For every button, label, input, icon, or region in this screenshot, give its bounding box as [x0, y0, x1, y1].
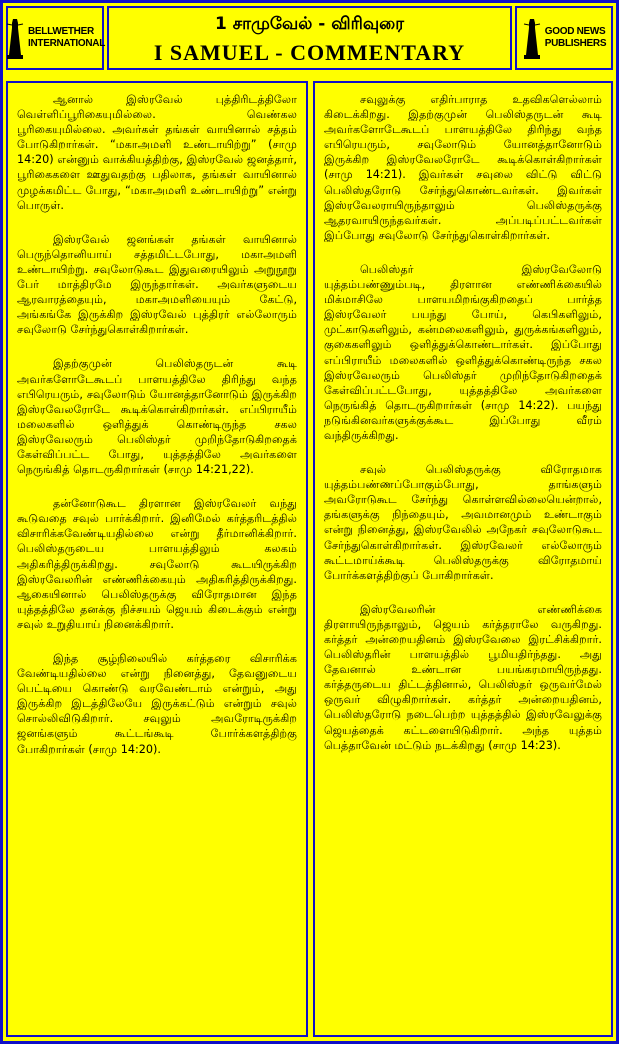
- lighthouse-icon: [5, 15, 25, 61]
- header: [3, 3, 616, 75]
- paragraph: பெலிஸ்தர் இஸ்ரவேலோடு யுத்தம்பண்ணும்படி, திரளான எண்ணிக்கையில் மிக்மாசிலே பாளயமிறங்குகிறதைப் பார்த்த இஸ்ரவேலர் பயந்து போய், கெபிகளிலும், முட்காடுகளிலும், கன்மலைகளிலும், துருக்கங்களிலும், குகைகளிலும் ஒளித்துக்கொண்டார்கள். இப்போது எப்பிராயீம் மலைகளில் ஒளித்துக்கொண்டிருந்த சகல இஸ்ரவேலரும் பெலிஸ்தர் முறிந்தோடுகிறதைக் கேள்விப்பட்டபோது, யுத்தத்திலே அவர்களை நெருங்கித் தொடருகிறார்கள் (சாமு 14:22). பயந்து நடுங்கினவர்களுக்குக்கூட இப்போது வீரம் வந்திருக்கிறது.: [324, 262, 602, 442]
- title-box: [107, 6, 512, 70]
- paragraph: இதற்குமுன் பெலிஸ்தருடன் கூடி அவர்களோடேகூடப் பாளயத்திலே திரிந்து வந்த எபிரெயரும், சவுலோடும் யோனத்தானோடும் இருக்கிற இஸ்ரவேலரோடே கூடிக்கொள்கிறார்கள். எப்பிராயீம் மலைகளில் ஒளித்துக் கொண்டிருந்த சகல இஸ்ரவேலரும் பெலிஸ்தர் முறிந்தோடுகிறதைக் கேள்விப்பட்ட போது, யுத்தத்திலே அவர்களை நெருங்கித் தொடருகிறார்கள் (சாமு 14:21,22).: [17, 357, 297, 477]
- left-logo-line1: BELLWETHER: [27, 26, 94, 37]
- page-title-tamil: 1 சாமுவேல் - விரிவுரை: [215, 14, 404, 34]
- right-logo-line2: PUBLISHERS: [544, 38, 607, 49]
- paragraph: இஸ்ரவேலரின் எண்ணிக்கை திரளாயிருந்தாலும், ஜெயம் கர்த்தராலே வருகிறது. கர்த்தர் அன்றையதினம் இஸ்ரவேலை இரட்சிக்கிறார். பெலிஸ்தரின் பாளயத்தில் பூமியதிர்ந்தது. அது தேவனால் உண்டான பயங்கரமாயிருந்தது. கர்த்தருடைய திட்டத்தினால், பெலிஸ்தர் ஒருவர்மேல் ஒருவர் விழுகிறார்கள். கர்த்தர் அன்றையதினம், பெலிஸ்தரோடு நடைபெற்ற யுத்தத்தில் இஸ்ரவேலுக்கு ஜெயத்தைக் கட்டளையிடுகிறார். அந்த யுத்தம் பெத்தாவேன் மட்டும் நடக்கிறது (சாமு 14:23).: [324, 602, 602, 752]
- paragraph: இந்த சூழ்நிலையில் கர்த்தரை விசாரிக்க வேண்டியதில்லை என்று நினைத்து, தேவனுடைய பெட்டியை கொண்டு வரவேண்டாம் என்றும், அது இருக்கிற இடத்திலேயே இருக்கட்டும் என்றும் சவுல் சொல்லிவிடுகிறார். சவுலும் அவரோடிருக்கிற ஜனங்களும் கூட்டங்கூடி போர்க்களத்திற்கு போகிறார்கள் (சாமு 14:20).: [17, 652, 297, 756]
- lighthouse-icon: [522, 15, 542, 61]
- paragraph: தன்னோடுகூட திரளான இஸ்ரவேலர் வந்து கூடுவதை சவுல் பார்க்கிறார். இனிமேல் கர்த்தரிடத்தில் விசாரிக்கவேண்டியதில்லை என்று தீர்மானிக்கிறார். பெலிஸ்தருடைய பாளயத்திலும் கலகம் அதிகரித்திருக்கிறது. சவுலோடு கூடயிருக்கிற இஸ்ரவேலரின் எண்ணிக்கையும் அதிகரித்திருக்கிறது. ஆகையினால் பெலிஸ்தருக்கு விரோதமான இந்த யுத்தத்திலே தனக்கு நிச்சயம் ஜெயம் கிடைக்கும் என்று சவுல் உறுதியாய் நினைக்கிறார்.: [17, 497, 297, 631]
- left-column: [6, 81, 308, 1037]
- page-title-english: I SAMUEL - COMMENTARY: [153, 40, 466, 65]
- left-logo-line2: INTERNATIONAL: [27, 38, 106, 49]
- paragraph: இஸ்ரவேல் ஜனங்கள் தங்கள் வாயினால் பெருந்தொனியாய் சத்தமிட்டபோது, மகாஅமளி உண்டாயிற்று. சவுலோடுகூட இதுவரையிலும் அறுநூறு பேர் மாத்திரமே இருந்தார்கள். அவர்களுடைய ஆரவாரத்தையும், மகாஅமளியையும் கேட்டு, அங்கங்கே இருக்கிற இஸ்ரவேல் புத்திரர் எல்லோரும் சவுலோடு சேர்ந்துகொள்கிறார்கள்.: [17, 232, 297, 337]
- paragraph: ஆனால் இஸ்ரவேல் புத்திரிடத்திலோ வெள்ளிப்பூரிகையுமில்லை. வெண்கல பூரிகையுமில்லை. அவர்கள் தங்கள் வாயினால் சத்தம் போடுகிறார்கள். “மகாஅமளி உண்டாயிற்று” (சாமு 14:20) என்னும் வாக்கியத்திற்கு, இஸ்ரவேல் ஜனத்தார், பூரிகைகளை ஊதுவதற்கு பதிலாக, தங்கள் வாயினால் முழக்கமிட்ட போது, “மகாஅமளி உண்டாயிற்று” என்று பொருள்.: [17, 93, 297, 212]
- paragraph: சவுல் பெலிஸ்தருக்கு விரோதமாக யுத்தம்பண்ணப்போகும்போது, தாங்களும் அவரோடுகூட சேர்ந்து கொள்ளவில்லையென்றால், தங்களுக்கு நிந்தையும், அவமானமும் உண்டாகும் என்று நினைத்து, இஸ்ரவேலில் அநேகர் சவுலோடுகூட சேர்ந்துகொள்கிறார்கள். இஸ்ரவேலர் எல்லோரும் கூட்டமாய்க்கூடி பெலிஸ்தருக்கு விரோதமாய் போர்க்களத்திற்குப் போகிறார்கள்.: [324, 463, 602, 582]
- bellwether-logo: [6, 6, 104, 70]
- good-news-logo: [515, 6, 613, 70]
- right-column: [313, 81, 613, 1037]
- paragraph: சவுலுக்கு எதிர்பாராத உதவிகளெல்லாம் கிடைக்கிறது. இதற்குமுன் பெலிஸ்தருடன் கூடி அவர்களோடேகூடப் பாளயத்திலே திரிந்து வந்த எபிரெயரும், சவுலோடும் யோனத்தானோடும் இருக்கிற இஸ்ரவேலரோடே கூடிக்கொள்கிறார்கள் (சாமு 14:21). இவர்கள் சவுலை விட்டு விட்டு பெலிஸ்தரோடு சேர்ந்துகொண்டவர்கள். இவர்கள் இஸ்ரவேலராயிருந்தாலும் பெலிஸ்தருக்கு ஆதரவாயிருந்தவர்கள். அப்படிப்பட்டவர்கள் இப்போது சவுலோடு சேர்ந்துகொள்கிறார்கள்.: [324, 93, 602, 242]
- right-logo-line1: GOOD NEWS: [544, 26, 606, 37]
